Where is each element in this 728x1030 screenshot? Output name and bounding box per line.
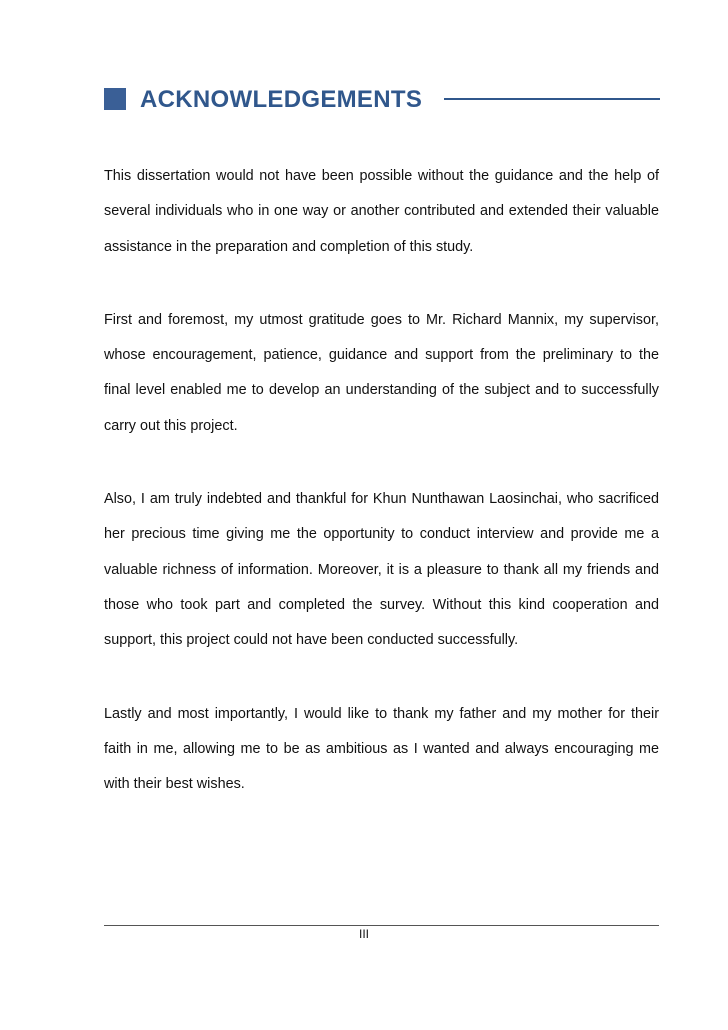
paragraph-family: Lastly and most importantly, I would like to thank my father and my mother for their faith in me, allowing me to be as ambitious as I wanted and always encouraging me with their best wishes. <box>104 705 659 793</box>
paragraph-supervisor: First and foremost, my utmost gratitude goes to Mr. Richard Mannix, my supervisor, whose encouragement, patience, guidance and support from the preliminary to the final level enabled me to develop an understanding of the subject and to successfully carry out this project. <box>104 311 659 434</box>
page-number: III <box>358 927 369 941</box>
heading-rule <box>444 98 660 100</box>
heading-square-icon <box>104 88 126 110</box>
footer-rule <box>104 925 659 926</box>
paragraph-intro: This dissertation would not have been possible without the guidance and the help of several individuals who in one way or another contributed and extended their valuable assistance in the preparation and completion of this study. <box>104 168 659 255</box>
body-text <box>104 159 659 840</box>
section-header <box>104 84 660 116</box>
page-title: ACKNOWLEDGEMENTS <box>140 86 423 113</box>
paragraph-interview: Also, I am truly indebted and thankful for Khun Nunthawan Laosinchai, who sacrificed her precious time giving me the opportunity to conduct interview and provide me a valuable richness of information. Moreover, it is a pleasure to thank all my friends and those who took part and completed the survey. Without this kind cooperation and support, this project could not have been conducted successfully. <box>104 491 659 649</box>
